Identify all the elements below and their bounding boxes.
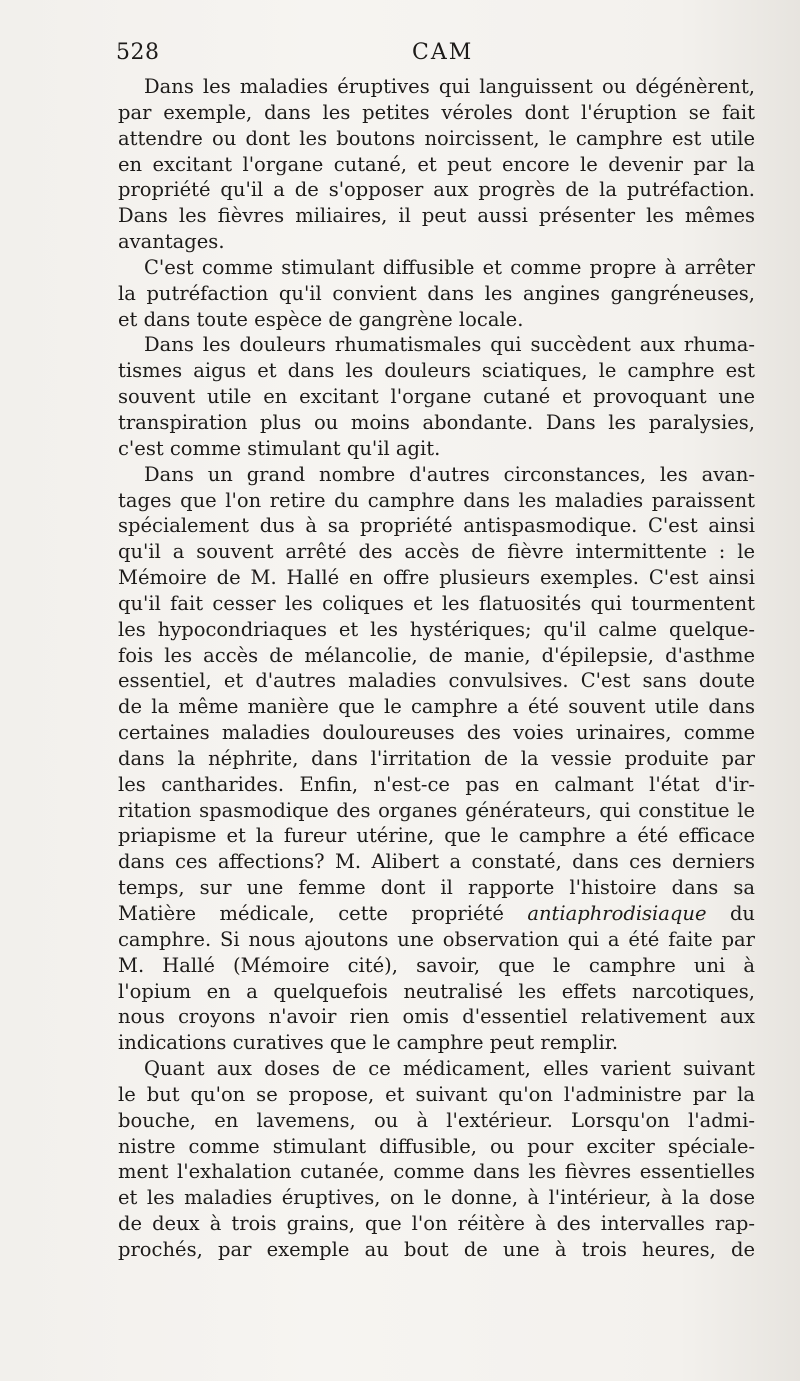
text-line: les cantharides. Enfin, n'est-ce pas en calmant l'état d'ir- xyxy=(118,772,755,796)
text-line: de la même manière que le camphre a été souvent utile dans xyxy=(118,695,755,719)
text-line: bouche, en lavemens, ou à l'extérieur. Lorsqu'on l'admi- xyxy=(118,1108,755,1132)
text-line: spécialement dus à sa propriété antispasmodique. C'est ainsi xyxy=(118,514,755,538)
text-line: temps, sur une femme dont il rapporte l'histoire dans sa xyxy=(118,876,755,900)
page-header xyxy=(116,40,756,70)
text-line: en excitant l'organe cutané, et peut encore le devenir par la xyxy=(118,152,755,176)
text-line: Dans les maladies éruptives qui languissent ou dégénèrent, xyxy=(144,75,755,98)
text-line: Dans un grand nombre d'autres circonstances, les avan- xyxy=(144,462,755,486)
text-line: attendre ou dont les boutons noircissent, le camphre est utile xyxy=(118,126,755,150)
text-line: Mémoire de M. Hallé en offre plusieurs exemples. C'est ainsi xyxy=(118,566,755,590)
text-line: ment l'exhalation cutanée, comme dans les fièvres essentielles xyxy=(118,1160,755,1184)
paragraph xyxy=(118,255,755,333)
text-line: Dans les fièvres miliaires, il peut aussi présenter les mêmes xyxy=(118,204,755,228)
text-line: souvent utile en excitant l'organe cutané et provoquant une xyxy=(118,385,755,409)
paragraph xyxy=(118,462,755,1056)
text-line: dans ces affections? M. Alibert a constaté, dans ces derniers xyxy=(118,850,755,874)
text-line: Matière médicale, cette propriété antiaphrodisiaque du xyxy=(118,902,755,925)
running-head: CAM xyxy=(412,40,474,65)
text-line: tismes aigus et dans les douleurs sciatiques, le camphre est xyxy=(118,359,755,383)
text-line: et les maladies éruptives, on le donne, à l'intérieur, à la dose xyxy=(118,1186,755,1210)
text-line: fois les accès de mélancolie, de manie, d'épilepsie, d'asthme xyxy=(118,643,755,667)
text-line: qu'il fait cesser les coliques et les flatuosités qui tourmentent xyxy=(118,591,755,615)
text-line: propriété qu'il a de s'opposer aux progrès de la putréfaction. xyxy=(118,178,755,202)
text-line: de deux à trois grains, que l'on réitère à des intervalles rap- xyxy=(118,1212,755,1236)
text-line: Quant aux doses de ce médicament, elles varient suivant xyxy=(144,1057,755,1081)
italic-term: antiaphrodisiaque xyxy=(527,902,707,925)
paragraph xyxy=(118,74,755,255)
text-line: camphre. Si nous ajoutons une observation qui a été faite par xyxy=(118,927,755,951)
text-line: certaines maladies douloureuses des voies urinaires, comme xyxy=(118,721,755,745)
text-line: nous croyons n'avoir rien omis d'essentiel relativement aux xyxy=(118,1005,755,1029)
text-line: qu'il a souvent arrêté des accès de fièvre intermittente : le xyxy=(118,540,755,564)
text-line: les hypocondriaques et les hystériques; qu'il calme quelque- xyxy=(118,617,755,641)
paragraph xyxy=(118,1056,755,1263)
text-line: C'est comme stimulant diffusible et comme propre à arrêter xyxy=(144,255,755,279)
text-line: prochés, par exemple au bout de une à trois heures, de xyxy=(118,1237,755,1261)
text-line: c'est comme stimulant qu'il agit. xyxy=(118,436,441,460)
text-line: la putréfaction qu'il convient dans les angines gangréneuses, xyxy=(118,281,755,305)
page-number: 528 xyxy=(116,40,160,65)
text-line: transpiration plus ou moins abondante. Dans les paralysies, xyxy=(118,410,755,434)
text-line: essentiel, et d'autres maladies convulsives. C'est sans doute xyxy=(118,669,755,693)
text-line: tages que l'on retire du camphre dans les maladies paraissent xyxy=(118,488,755,512)
text-line: M. Hallé (Mémoire cité), savoir, que le camphre uni à xyxy=(118,953,755,977)
body-text xyxy=(118,74,755,1263)
text-line: et dans toute espèce de gangrène locale. xyxy=(118,307,524,331)
text-line: ritation spasmodique des organes générateurs, qui constitue le xyxy=(118,798,755,822)
text-line: dans la néphrite, dans l'irritation de la vessie produite par xyxy=(118,746,755,770)
text-line: priapisme et la fureur utérine, que le camphre a été efficace xyxy=(118,824,755,848)
text-line: indications curatives que le camphre peut remplir. xyxy=(118,1031,619,1055)
text-line: avantages. xyxy=(118,230,225,254)
text-line: l'opium en a quelquefois neutralisé les effets narcotiques, xyxy=(118,979,755,1003)
paragraph xyxy=(118,332,755,461)
text-line: par exemple, dans les petites véroles dont l'éruption se fait xyxy=(118,100,755,124)
text-line: le but qu'on se propose, et suivant qu'on l'administre par la xyxy=(118,1082,755,1106)
text-line: nistre comme stimulant diffusible, ou pour exciter spéciale- xyxy=(118,1134,755,1158)
text-line: Dans les douleurs rhumatismales qui succèdent aux rhuma- xyxy=(144,333,755,357)
